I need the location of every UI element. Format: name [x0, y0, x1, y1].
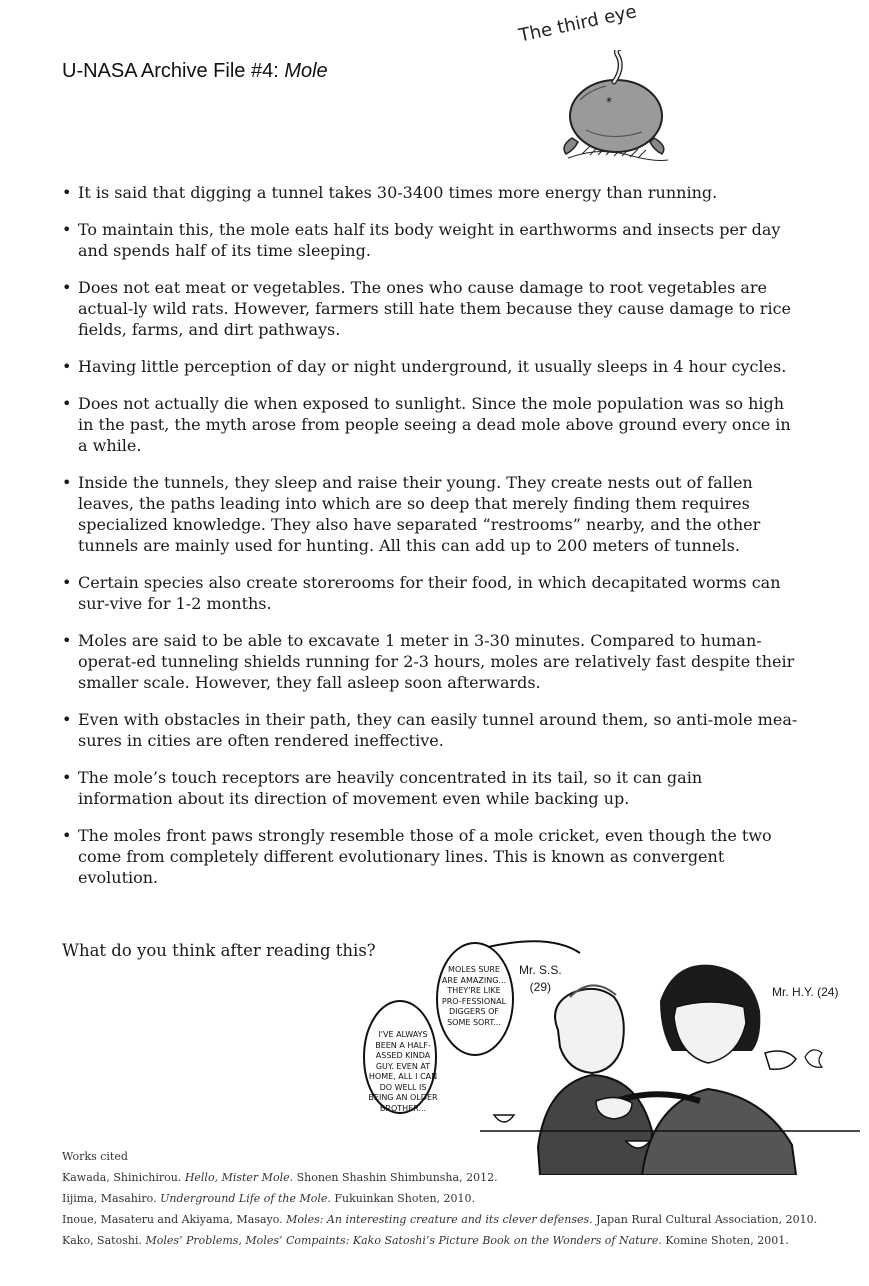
citation	[62, 1192, 817, 1205]
citation-author: Kawada, Shinichirou.	[62, 1171, 185, 1184]
svg-text:*: *	[606, 95, 612, 109]
works-cited	[62, 1150, 817, 1255]
page-title	[62, 60, 328, 83]
citation-author: Kako, Satoshi.	[62, 1234, 146, 1247]
citation	[62, 1171, 817, 1184]
list-item: • It is said that digging a tunnel takes 30-3400 times more energy than running.	[62, 182, 798, 203]
illustration-caption: The third eye	[517, 1, 639, 47]
closing-question: What do you think after reading this?	[62, 941, 376, 960]
list-item: • Moles are said to be able to excavate 1 meter in 3-30 minutes. Compared to human-operat-ed tunneling shields running for 2-3 hours, moles are relatively fast despite their smaller scale. However, they fall asleep soon afterwards.	[62, 630, 798, 693]
works-cited-title: Works cited	[62, 1150, 128, 1163]
citation-author: Inoue, Masateru and Akiyama, Masayo.	[62, 1213, 287, 1226]
citation-work: Moles: An interesting creature and its clever defenses	[286, 1213, 590, 1226]
citation-rest: . Fukuinkan Shoten, 2010.	[327, 1192, 476, 1205]
citation	[62, 1213, 817, 1226]
citation-author: Iijima, Masahiro.	[62, 1192, 161, 1205]
list-item: • Does not actually die when exposed to sunlight. Since the mole population was so high in the past, the myth arose from people seeing a dead mole above ground every once in a while.	[62, 393, 798, 456]
citation-rest: . Japan Rural Cultural Association, 2010.	[589, 1213, 818, 1226]
list-item: • To maintain this, the mole eats half its body weight in earthworms and insects per day and spends half of its time sleeping.	[62, 219, 798, 261]
mole-illustration	[550, 50, 680, 170]
title-prefix: U-NASA Archive File #4:	[62, 60, 285, 82]
list-item: • Does not eat meat or vegetables. The ones who cause damage to root vegetables are actual-ly wild rats. However, farmers still hate them because they cause damage to rice fields, farms, and dirt pathways.	[62, 277, 798, 340]
speech-bubble-hy-text: I'VE ALWAYS BEEN A HALF-ASSED KINDA GUY. EVEN AT HOME, ALL I CAN DO WELL IS BEING AN OLDER BROTHER...	[368, 1030, 438, 1113]
list-item: • Having little perception of day or night underground, it usually sleeps in 4 hour cycles.	[62, 356, 798, 377]
list-item: • Inside the tunnels, they sleep and raise their young. They create nests out of fallen leaves, the paths leading into which are so deep that merely finding them requires specialized knowledge. They also have separated “restrooms” nearby, and the other tunnels are mainly used for hunting. All this can add up to 200 meters of tunnels.	[62, 472, 798, 556]
list-item: • The moles front paws strongly resemble those of a mole cricket, even though the two come from completely different evolutionary lines. This is known as convergent evolution.	[62, 825, 798, 888]
list-item: • Certain species also create storerooms for their food, in which decapitated worms can sur-vive for 1-2 months.	[62, 572, 798, 614]
list-item: • Even with obstacles in their path, they can easily tunnel around them, so anti-mole mea-sures in cities are often rendered ineffective.	[62, 709, 798, 751]
citation-work: Underground Life of the Mole	[160, 1192, 328, 1205]
character-ss-age: (29)	[529, 980, 552, 994]
title-subject: Mole	[284, 60, 328, 82]
facts-list	[62, 182, 798, 904]
list-item: • The mole’s touch receptors are heavily concentrated in its tail, so it can gain information about its direction of movement even while backing up.	[62, 767, 798, 809]
citation-rest: . Shonen Shashin Shimbunsha, 2012.	[289, 1171, 498, 1184]
character-ss-name: Mr. S.S.	[519, 963, 562, 977]
citation-work: Hello, Mister Mole	[184, 1171, 290, 1184]
character-label-hy: Mr. H.Y. (24)	[772, 985, 839, 999]
citation	[62, 1234, 817, 1247]
character-label-ss	[519, 962, 562, 996]
citation-work: Moles’ Problems, Moles’ Compaints: Kako Satoshi’s Picture Book on the Wonders of Nature	[145, 1234, 659, 1247]
citation-rest: . Komine Shoten, 2001.	[658, 1234, 789, 1247]
speech-bubble-ss-text: MOLES SURE ARE AMAZING... THEY'RE LIKE PRO-FESSIONAL DIGGERS OF SOME SORT...	[441, 965, 507, 1027]
